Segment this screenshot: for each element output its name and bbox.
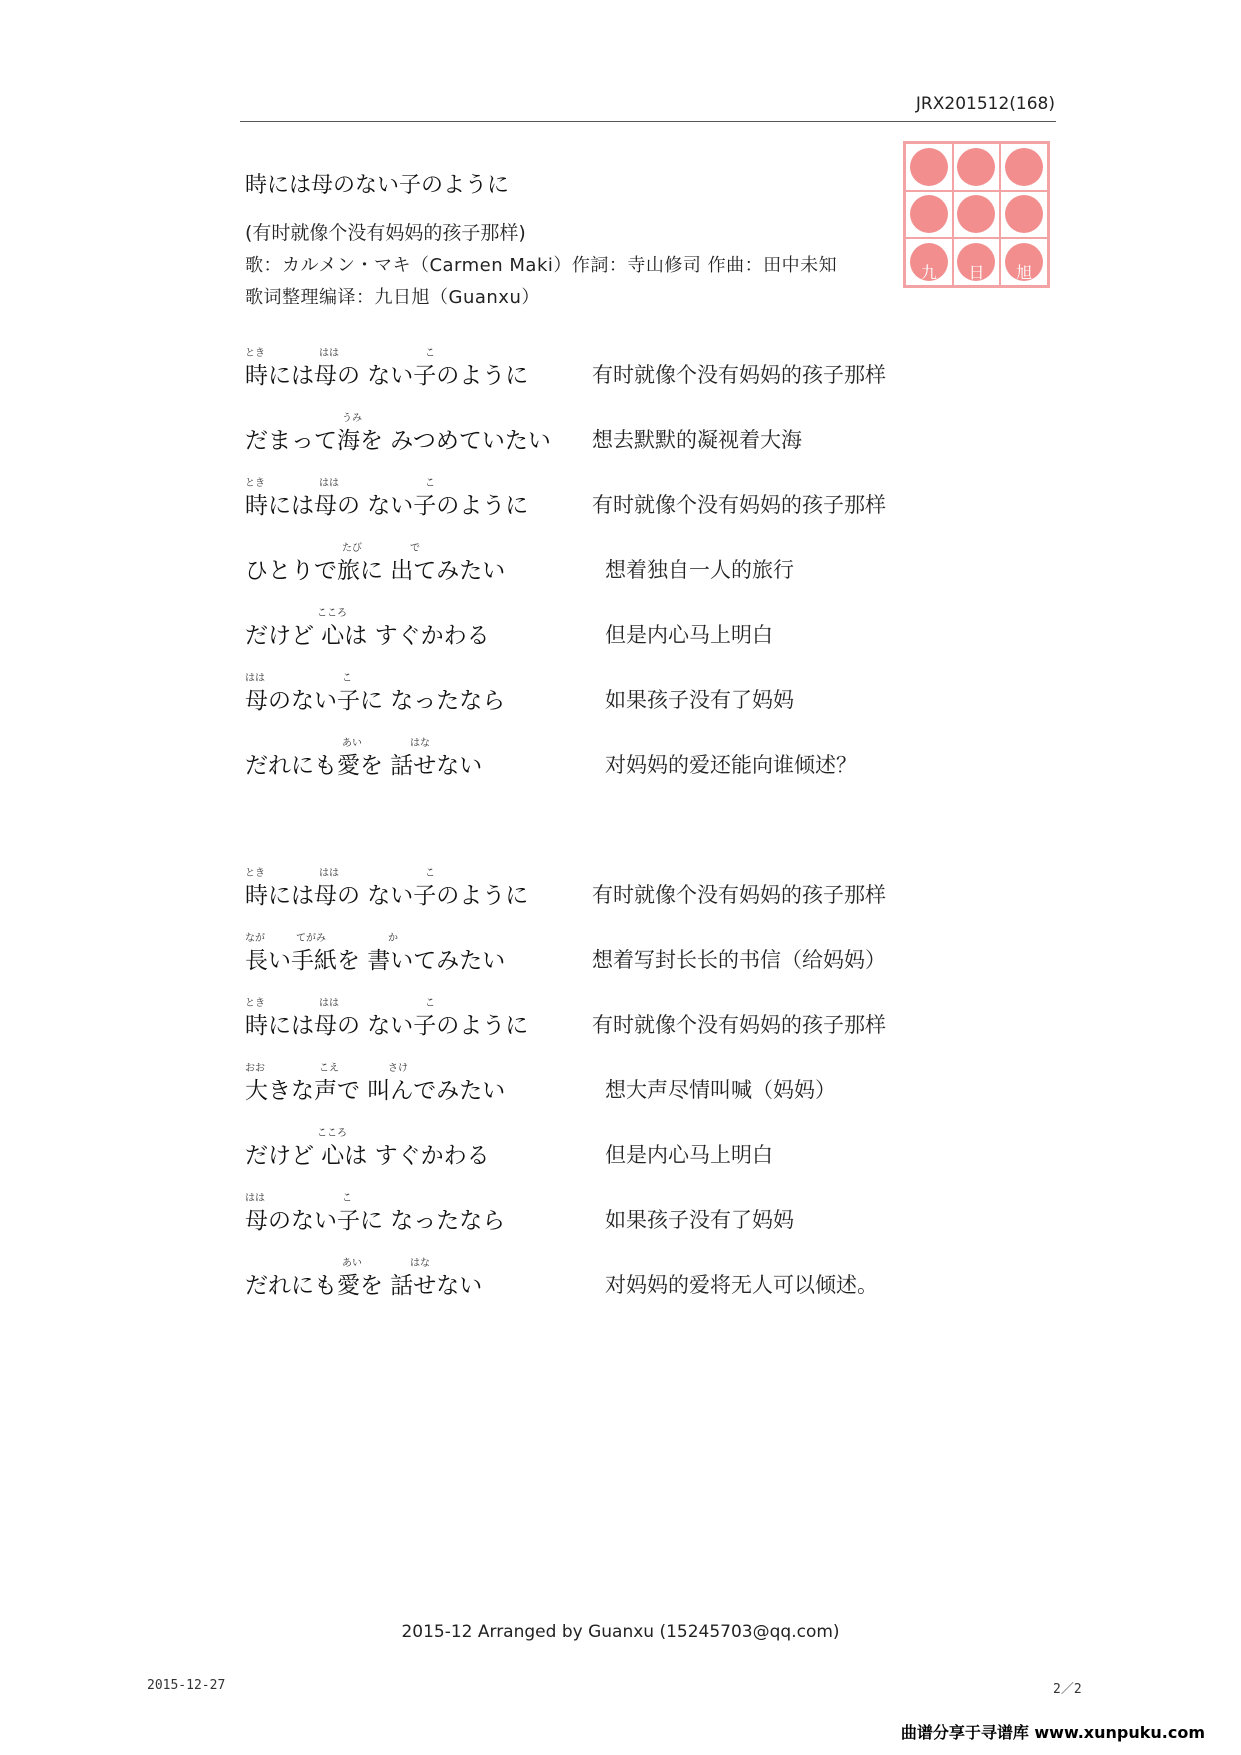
furigana: こころ [317,608,347,619]
lyric-chinese: 想着独自一人的旅行 [605,558,794,582]
lyric-chinese: 对妈妈的爱将无人可以倾述。 [605,1273,878,1297]
lyric-chinese: 想去默默的凝视着大海 [592,428,802,452]
lyric-japanese: 長い手紙を 書いてみたい [245,948,506,974]
lyric-japanese: だれにも愛を 話せない [245,1273,483,1299]
arranged-by: 2015-12 Arranged by Guanxu (15245703@qq.com) [401,1622,840,1642]
furigana: こ [425,998,435,1009]
lyric-japanese: ひとりで旅に 出てみたい [245,558,506,584]
furigana: か [388,933,398,944]
lyric-chinese: 有时就像个没有妈妈的孩子那样 [592,363,886,387]
furigana: こ [425,348,435,359]
page-number: 2／2 [1053,1682,1082,1697]
furigana: こころ [317,1128,347,1139]
seal-stamp: 九 日 旭 [903,141,1050,288]
furigana: あい [342,738,362,749]
header-divider [240,121,1056,122]
furigana: とき [245,478,265,489]
lyric-chinese: 但是内心马上明白 [605,623,773,647]
song-title: 時には母のない子のように [245,173,510,198]
furigana: こ [425,868,435,879]
furigana: おお [245,1063,265,1074]
lyric-japanese: だまって海を みつめていたい [245,428,551,454]
lyric-japanese: 母のない子に なったなら [245,688,506,714]
lyric-japanese: 母のない子に なったなら [245,1208,506,1234]
lyric-chinese: 想着写封长长的书信（给妈妈） [592,948,886,972]
lyric-chinese: 有时就像个没有妈妈的孩子那样 [592,493,886,517]
furigana: あい [342,1258,362,1269]
furigana: なが [245,933,265,944]
furigana: はは [319,868,339,879]
furigana: とき [245,348,265,359]
furigana: はは [319,478,339,489]
lyric-chinese: 想大声尽情叫喊（妈妈） [605,1078,836,1102]
lyric-japanese: だけど 心は すぐかわる [245,623,490,649]
song-arranger: 歌词整理编译：九日旭（Guanxu） [245,287,540,308]
lyric-chinese: 有时就像个没有妈妈的孩子那样 [592,883,886,907]
furigana: で [410,543,420,554]
lyric-chinese: 但是内心马上明白 [605,1143,773,1167]
document-code: JRX201512(168) [915,94,1055,114]
print-date: 2015-12-27 [147,1678,226,1693]
lyric-chinese: 如果孩子没有了妈妈 [605,688,794,712]
song-subtitle: (有时就像个没有妈妈的孩子那样) [245,222,526,244]
furigana: はな [410,1258,430,1269]
site-watermark: 曲谱分享于寻谱库 www.xunpuku.com [900,1723,1205,1742]
lyric-japanese: 時には母の ない子のように [245,883,529,909]
lyric-chinese: 如果孩子没有了妈妈 [605,1208,794,1232]
lyric-japanese: 時には母の ない子のように [245,1013,529,1039]
furigana: うみ [342,413,362,424]
furigana: てがみ [296,933,326,944]
lyric-japanese: だれにも愛を 話せない [245,753,483,779]
lyric-japanese: 時には母の ない子のように [245,363,529,389]
furigana: さけ [388,1063,408,1074]
lyric-japanese: だけど 心は すぐかわる [245,1143,490,1169]
furigana: こ [425,478,435,489]
furigana: はは [245,673,265,684]
furigana: はは [245,1193,265,1204]
furigana: とき [245,868,265,879]
furigana: はな [410,738,430,749]
lyric-chinese: 有时就像个没有妈妈的孩子那样 [592,1013,886,1037]
lyric-chinese: 对妈妈的爱还能向谁倾述？ [605,753,857,777]
furigana: こ [342,1193,352,1204]
song-credits: 歌：カルメン・マキ（Carmen Maki）作詞：寺山修司 作曲：田中未知 [245,255,838,276]
lyric-japanese: 大きな声で 叫んでみたい [245,1078,506,1104]
lyric-japanese: 時には母の ない子のように [245,493,529,519]
furigana: はは [319,998,339,1009]
furigana: はは [319,348,339,359]
furigana: たび [342,543,362,554]
furigana: こえ [319,1063,339,1074]
furigana: とき [245,998,265,1009]
furigana: こ [342,673,352,684]
